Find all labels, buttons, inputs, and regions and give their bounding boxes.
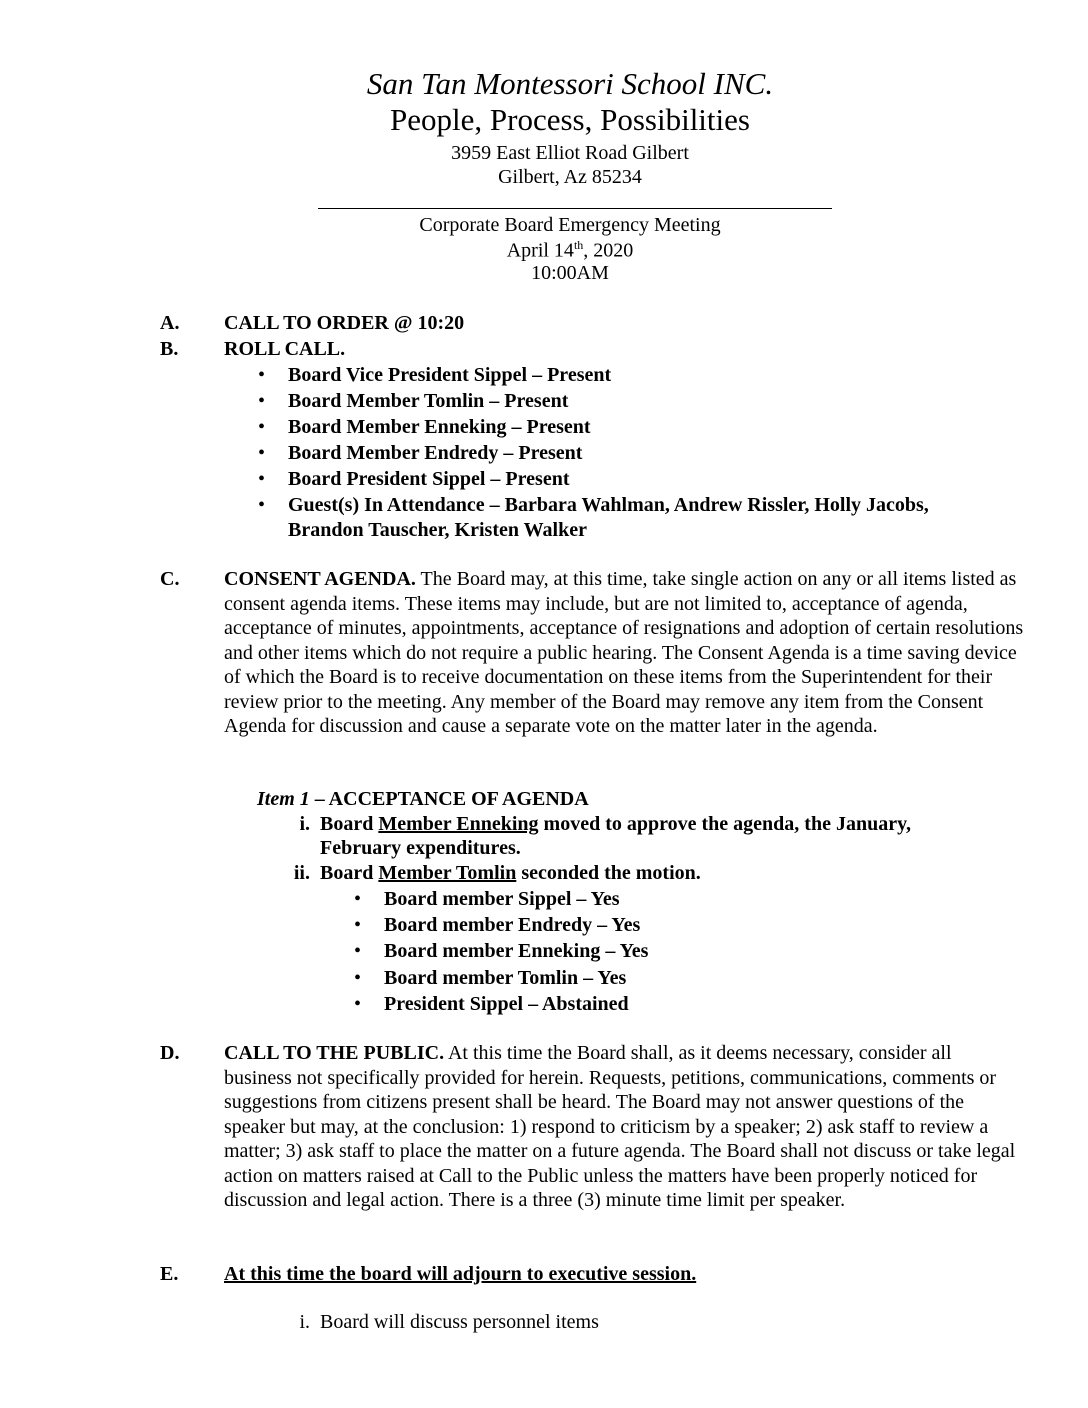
section-d-letter: D.	[160, 1042, 180, 1064]
motion-i-text: Board Member Enneking moved to approve the agenda, the January,	[320, 813, 911, 835]
meeting-title: Corporate Board Emergency Meeting	[419, 214, 721, 236]
section-c-heading: CONSENT AGENDA.	[224, 568, 416, 590]
vote-item: • Board member Enneking – Yes	[384, 939, 648, 964]
header-divider	[318, 208, 832, 209]
section-b-letter: B.	[160, 338, 179, 360]
motion-ii-number: ii.	[293, 862, 310, 884]
vote-item: • President Sippel – Abstained	[384, 992, 629, 1017]
section-e-heading: At this time the board will adjourn to executive session.	[224, 1263, 697, 1285]
motion-ii-text: Board Member Tomlin seconded the motion.	[320, 862, 701, 884]
roll-call-item: • Board Member Tomlin – Present	[288, 389, 568, 414]
roll-call-item-continued: Brandon Tauscher, Kristen Walker	[288, 519, 587, 541]
section-a-heading: CALL TO ORDER @ 10:20	[224, 312, 465, 334]
section-d-heading: CALL TO THE PUBLIC.	[224, 1042, 445, 1064]
meeting-date: April 14th, 2020	[506, 238, 634, 262]
roll-call-item: • Board Member Enneking – Present	[288, 415, 591, 440]
section-b-heading: ROLL CALL.	[224, 338, 346, 360]
school-tagline: People, Process, Possibilities	[390, 102, 750, 137]
section-e-item-text: Board will discuss personnel items	[320, 1311, 599, 1333]
section-c-paragraph	[224, 567, 1024, 739]
meeting-time: 10:00AM	[531, 262, 609, 284]
vote-item: • Board member Tomlin – Yes	[384, 966, 626, 991]
section-c-letter: C.	[160, 568, 180, 590]
section-e-item-number: i.	[299, 1311, 310, 1333]
vote-item: • Board member Endredy – Yes	[384, 913, 640, 938]
address-line-2: Gilbert, Az 85234	[498, 166, 642, 188]
section-d-body: At this time the Board shall, as it deems necessary, consider all business not specifically provided for herein. Requests, petitions, communications, comments or suggestions from citizens present shall be heard. The Board may not answer questions of the speaker but may, at the conclusion: 1) respond to criticism by a speaker; 2) ask staff to review a matter; 3) ask staff to place the matter on a future agenda. The Board shall not discuss or take legal action on matters raised at Call to the Public unless the matters have been properly noticed for discussion and legal action. There is a three (3) minute time limit per speaker.	[224, 1042, 1016, 1211]
section-c-body: The Board may, at this time, take single action on any or all items listed as consent agenda items. These items may include, but are not limited to, acceptance of agenda, acceptance of minutes, appointments, acceptance of resignations and adoption of certain resolutions and other items which do not require a public hearing. The Consent Agenda is a time saving device of which the Board is to receive documentation on these items from the Superintendent for their review prior to the meeting. Any member of the Board may remove any item from the Consent Agenda for discussion and cause a separate vote on the matter later in the agenda.	[224, 568, 1024, 737]
school-name: San Tan Montessori School INC.	[366, 66, 774, 101]
roll-call-item: • Board Vice President Sippel – Present	[288, 363, 611, 388]
vote-item: • Board member Sippel – Yes	[384, 887, 620, 912]
address-line-1: 3959 East Elliot Road Gilbert	[451, 142, 689, 164]
roll-call-item: • Board Member Endredy – Present	[288, 441, 582, 466]
motion-i-text-continued: February expenditures.	[320, 837, 521, 859]
roll-call-item: • Guest(s) In Attendance – Barbara Wahlman, Andrew Rissler, Holly Jacobs,	[288, 493, 929, 518]
section-d-paragraph	[224, 1041, 1024, 1213]
item-1-heading: Item 1 – ACCEPTANCE OF AGENDA	[257, 788, 589, 810]
roll-call-item: • Board President Sippel – Present	[288, 467, 569, 492]
section-a-letter: A.	[160, 312, 180, 334]
section-e-letter: E.	[160, 1263, 179, 1285]
motion-i-number: i.	[299, 813, 310, 835]
